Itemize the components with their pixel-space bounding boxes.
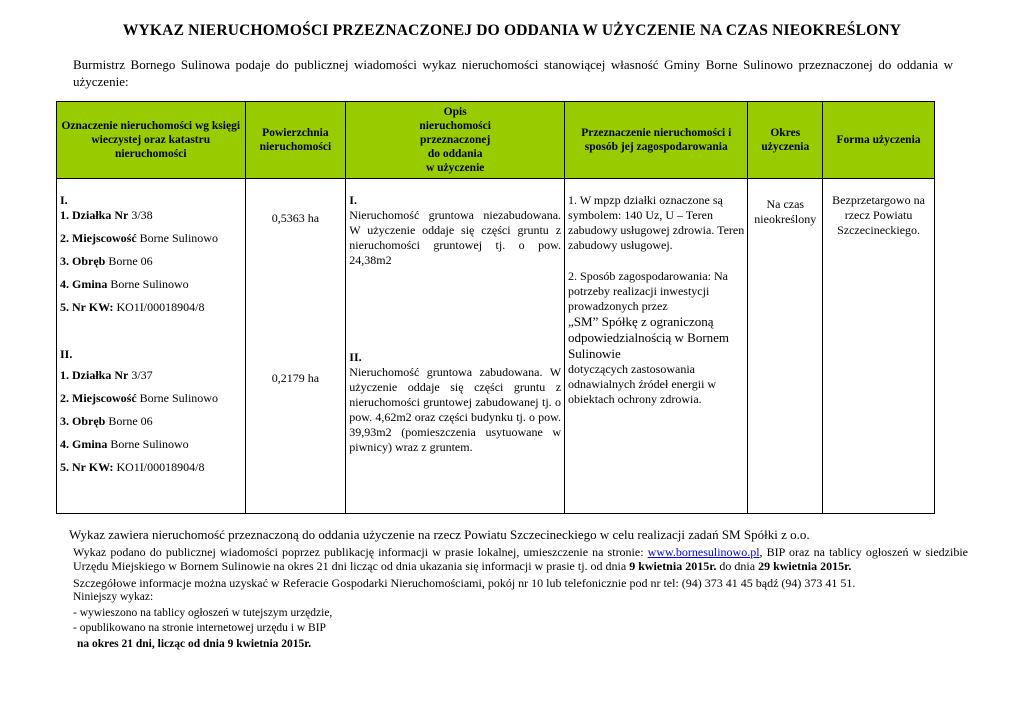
- header-opis-line: Opis: [443, 106, 467, 118]
- miejscowosc-value: Borne Sulinowo: [139, 391, 218, 405]
- table-header-row: [57, 102, 935, 179]
- obreb-value: Borne 06: [108, 254, 153, 268]
- obreb-value: Borne 06: [108, 414, 153, 428]
- okres-value: Na czas nieokreślony: [754, 197, 817, 226]
- footer-line: Szczegółowe informacje można uzyskać w Referacie Gospodarki Nieruchomościami, pokój nr 10 lub telefonicznie pod nr tel: (94) 373 41 45 bądź (94) 373 41 51.: [73, 576, 856, 590]
- desc-section-marker: II.: [349, 350, 362, 364]
- cell-okres: [748, 179, 823, 514]
- footer-publication-note: [73, 545, 968, 573]
- przeznaczenie-text: dotyczących zastosowania odnawialnych źródeł energii w obiektach ochrony zdrowia.: [568, 362, 717, 406]
- kw-value: KO1I/00018904/8: [116, 460, 205, 474]
- dzialka-value: 3/37: [131, 368, 153, 382]
- desc-text: Nieruchomość gruntowa niezabudowana. W użyczenie oddaje się części gruntu z nieruchomości gruntowej tj. o pow. 24,38m2: [349, 208, 562, 267]
- header-powierzchnia: Powierzchnia nieruchomości: [245, 102, 346, 179]
- field-label: 2. Miejscowość: [60, 231, 137, 245]
- przeznaczenie-text: „SM” Spółkę z ograniczoną odpowiedzialnością w Bornem Sulinowie: [568, 314, 730, 361]
- header-opis: [346, 102, 565, 179]
- footer-text: Wykaz podano do publicznej wiadomości poprzez publikację informacji w prasie lokalnej, umieszczenie na stronie:: [73, 545, 648, 559]
- website-link[interactable]: www.bornesulinowo.pl: [647, 545, 760, 559]
- document-title: WYKAZ NIERUCHOMOŚCI PRZEZNACZONEJ DO ODDANIA W UŻYCZENIE NA CZAS NIEOKREŚLONY: [122, 22, 902, 39]
- field-label: 4. Gmina: [60, 277, 108, 291]
- forma-value: Bezprzetargowo na rzecz Powiatu Szczecineckiego.: [832, 193, 925, 237]
- przeznaczenie-text: 2. Sposób zagospodarowania: Na potrzeby realizacji inwestycji prowadzonych przez: [568, 269, 728, 313]
- desc-text: Nieruchomość gruntowa zabudowana. W użyczenie oddaje się części gruntu z nieruchomości gruntowej zabudowanej tj. o pow. 4,62m2 oraz części budynku tj. o pow. 39,93m2 (pomieszczenia usytuowane w piwnicy) wraz z gruntem.: [349, 365, 562, 454]
- field-label: 3. Obręb: [60, 414, 106, 428]
- cell-powierzchnia: [245, 179, 346, 514]
- field-label: 5. Nr KW:: [60, 300, 114, 314]
- przeznaczenie-text: 1. W mpzp działki oznaczone są symbolem: 140 Uz, U – Teren zabudowy usługowej zdrowia. Teren zabudowy usługowej.: [568, 193, 745, 252]
- cell-oznaczenie: [57, 179, 246, 514]
- footer-line: Wykaz zawiera nieruchomość przeznaczoną do oddania użyczenie na rzecz Powiatu Szczecineckiego w celu realizacji zadań SM Spółki z o.o.: [69, 527, 810, 542]
- footer-text: , BIP oraz na tablicy ogłoszeń w siedzibie Urzędu Miejskiego w Bornem Sulinowie na okres 21 dni licząc od dnia ukazania się informacji w prasie tj. od dnia: [73, 545, 968, 573]
- section-marker: II.: [60, 347, 73, 361]
- table-row: [57, 179, 935, 514]
- field-label: 2. Miejscowość: [60, 391, 137, 405]
- header-opis-line: do oddania: [427, 148, 483, 160]
- footer-line: - wywieszono na tablicy ogłoszeń w tutejszym urzędzie,: [73, 606, 333, 619]
- intro-paragraph: Burmistrz Bornego Sulinowa podaje do publicznej wiadomości wykaz nieruchomości stanowiącej własność Gminy Borne Sulinowo przeznaczonej do oddania w użyczenie:: [73, 57, 953, 89]
- field-label: 1. Działka Nr: [60, 368, 129, 382]
- header-opis-line: przeznaczonej: [420, 134, 491, 146]
- miejscowosc-value: Borne Sulinowo: [139, 231, 218, 245]
- footer-line: na okres 21 dni, licząc od dnia 9 kwietnia 2015r.: [77, 637, 312, 650]
- header-oznaczenie: Oznaczenie nieruchomości wg księgi wieczystej oraz katastru nieruchomości: [57, 102, 246, 179]
- gmina-value: Borne Sulinowo: [110, 277, 189, 291]
- cell-opis: [346, 179, 565, 514]
- footer-text: do dnia: [716, 559, 759, 573]
- header-forma: Forma użyczenia: [823, 102, 935, 179]
- header-okres: Okres użyczenia: [748, 102, 823, 179]
- field-label: 1. Działka Nr: [60, 208, 129, 222]
- date-to: 29 kwietnia 2015r.: [758, 559, 852, 573]
- section-marker: I.: [60, 193, 68, 207]
- property-table: [56, 101, 935, 514]
- field-label: 5. Nr KW:: [60, 460, 114, 474]
- footer-notes: [69, 527, 968, 652]
- gmina-value: Borne Sulinowo: [110, 437, 189, 451]
- kw-value: KO1I/00018904/8: [116, 300, 205, 314]
- date-from: 9 kwietnia 2015r.: [629, 559, 717, 573]
- field-label: 3. Obręb: [60, 254, 106, 268]
- footer-line: - opublikowano na stronie internetowej urzędu i w BIP: [73, 622, 326, 634]
- dzialka-value: 3/38: [131, 208, 153, 222]
- field-label: 4. Gmina: [60, 437, 108, 451]
- header-opis-line: nieruchomości: [419, 120, 491, 132]
- desc-section-marker: I.: [349, 193, 357, 207]
- area-value: 0,5363 ha: [271, 211, 320, 225]
- cell-przeznaczenie: [565, 179, 748, 514]
- area-value: 0,2179 ha: [271, 371, 320, 385]
- header-przeznaczenie: Przeznaczenie nieruchomości i sposób jej zagospodarowania: [565, 102, 748, 179]
- footer-line: Niniejszy wykaz:: [73, 591, 154, 603]
- cell-forma: [823, 179, 935, 514]
- header-opis-line: w użyczenie: [425, 162, 485, 174]
